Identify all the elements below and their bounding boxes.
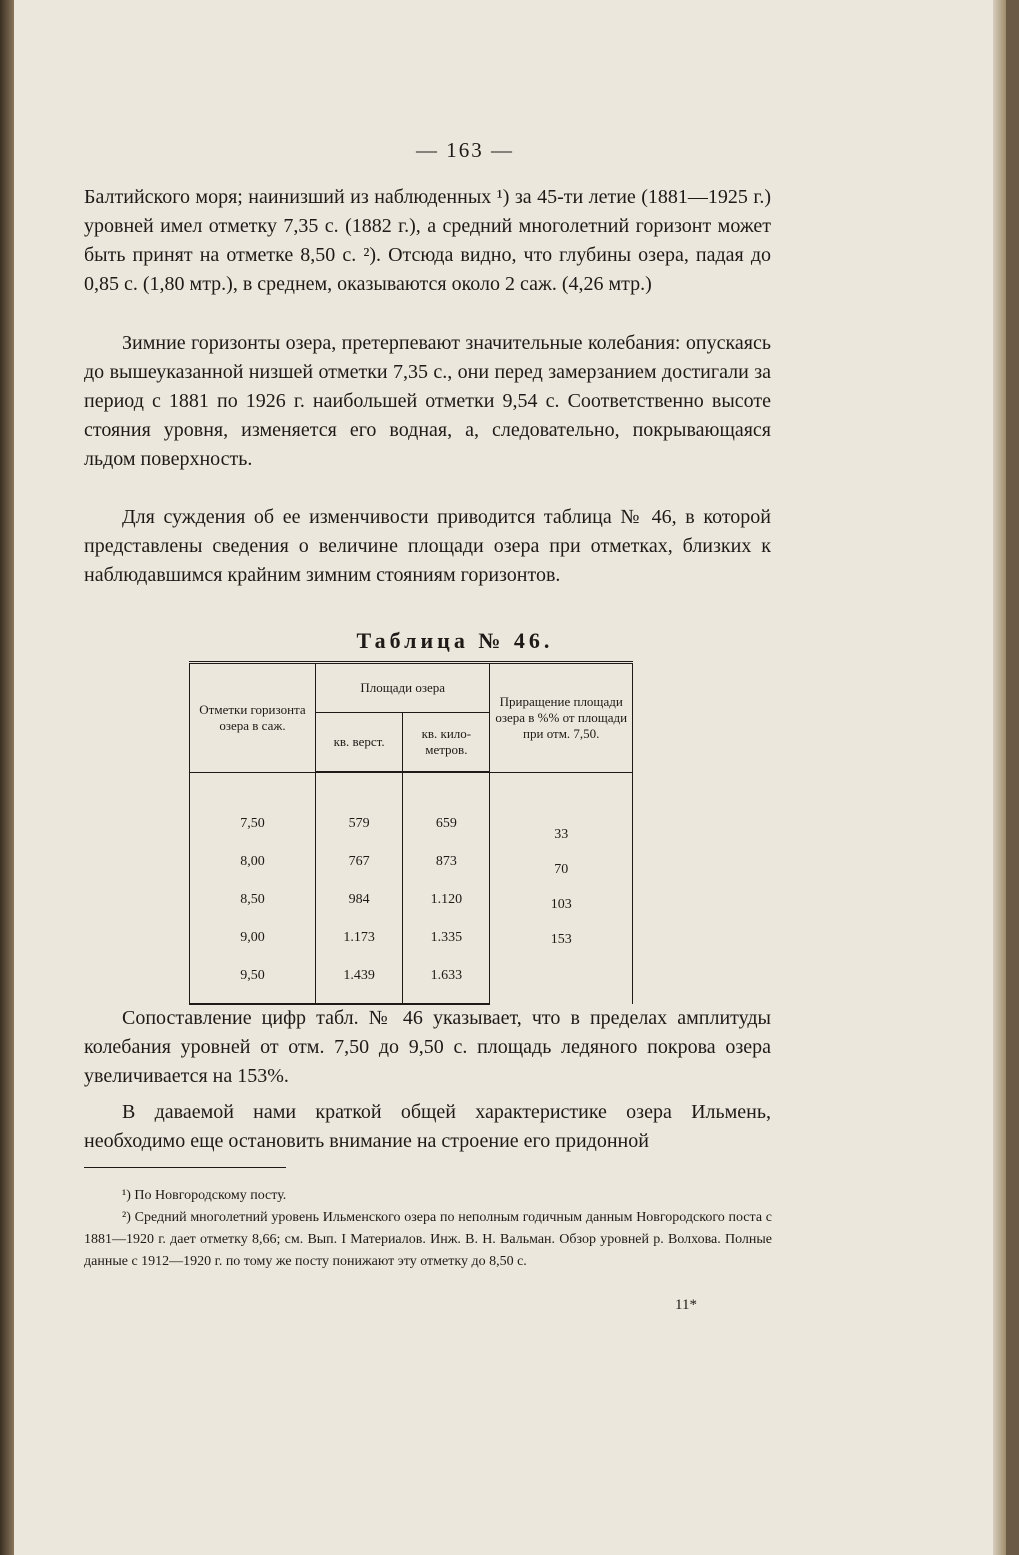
cell-versts: 1.173 (315, 919, 402, 957)
header-area: Площади озера (315, 663, 490, 713)
cell-mark: 9,50 (190, 957, 316, 1004)
increase-column (490, 772, 633, 1004)
page-edge (993, 0, 1006, 1555)
signature-mark: 11* (675, 1297, 697, 1313)
header-marks: Отметки горизонта озера в саж. (190, 663, 316, 773)
cell-versts: 1.439 (315, 957, 402, 1004)
cell-km: 873 (403, 843, 490, 881)
cell-increase: 33 (554, 826, 569, 842)
paragraph-5-text: В даваемой нами краткой общей характеристике озера Ильмень, необходимо еще остановить внимание на строение его придонной (84, 1101, 771, 1152)
footnote-1: ¹) По Новгородскому посту. (122, 1188, 287, 1203)
paragraph-1 (84, 183, 771, 299)
cell-increase: 103 (550, 896, 572, 912)
paragraph-4-text: Сопоставление цифр табл. № 46 указывает, что в пределах амплитуды колебания уровней от отм. 7,50 до 9,50 с. площадь ледяного покрова озера увеличивается на 153%. (84, 1007, 771, 1087)
table-row (190, 772, 633, 843)
header-area-km: кв. кило-метров. (403, 713, 490, 773)
cell-versts: 579 (315, 772, 402, 843)
paragraph-2-text: Зимние горизонты озера, претерпевают значительные колебания: опускаясь до вышеуказанной низшей отметки 7,35 с., они перед замерзанием достигали за период с 1881 по 1926 г. наибольшей отметки 9,54 с. Соответственно высоте стояния уровня, изменяется его водная, а, следовательно, покрывающаяся льдом поверхность. (84, 332, 771, 470)
cell-mark: 8,00 (190, 843, 316, 881)
cell-km: 1.120 (403, 881, 490, 919)
paragraph-2 (84, 329, 771, 474)
paragraph-3-text: Для суждения об ее изменчивости приводится таблица № 46, в которой представлены сведения о величине площади озера при отметках, близких к наблюдавшимся крайним зимним стояниям горизонтов. (84, 506, 771, 586)
header-increase: Приращение площади озера в %% от площади при отм. 7,50. (490, 663, 633, 773)
cell-mark: 9,00 (190, 919, 316, 957)
cell-versts: 984 (315, 881, 402, 919)
cell-versts: 767 (315, 843, 402, 881)
paragraph-5 (84, 1098, 771, 1156)
paragraph-4 (84, 1004, 771, 1091)
page-number: — 163 — (416, 138, 514, 162)
increase-values (490, 817, 632, 957)
paragraph-3 (84, 503, 771, 590)
cell-km: 659 (403, 772, 490, 843)
paragraph-1-text: Балтийского моря; наинизший из наблюденных ¹) за 45-ти летие (1881—1925 г.) уровней имел отметку 7,35 с. (1882 г.), а средний многолетний горизонт может быть принят на отметке 8,50 с. ²). Отсюда видно, что глубины озера, падая до 0,85 с. (1,80 мтр.), в среднем, оказываются около 2 саж. (4,26 мтр.) (84, 186, 771, 295)
footnote-divider (84, 1167, 286, 1168)
cell-mark: 8,50 (190, 881, 316, 919)
document-page (14, 0, 1006, 1555)
cell-increase: 70 (554, 861, 569, 877)
cell-increase: 153 (550, 931, 572, 947)
cell-km: 1.633 (403, 957, 490, 1004)
footnote-2: ²) Средний многолетний уровень Ильменского озера по неполным годичным данным Новгородского поста с 1881—1920 г. дает отметку 8,66; см. Вып. I Материалов. Инж. В. Н. Вальман. Обзор уровней р. Волхова. Полные данные с 1912—1920 г. по тому же посту понижают эту отметку до 8,50 с. (84, 1210, 772, 1269)
lake-area-table (189, 661, 633, 1005)
cell-km: 1.335 (403, 919, 490, 957)
cell-mark: 7,50 (190, 772, 316, 843)
table-title: Таблица № 46. (356, 628, 554, 653)
header-area-versts: кв. верст. (315, 713, 402, 773)
book-binding (0, 0, 14, 1555)
footnotes (84, 1185, 772, 1273)
